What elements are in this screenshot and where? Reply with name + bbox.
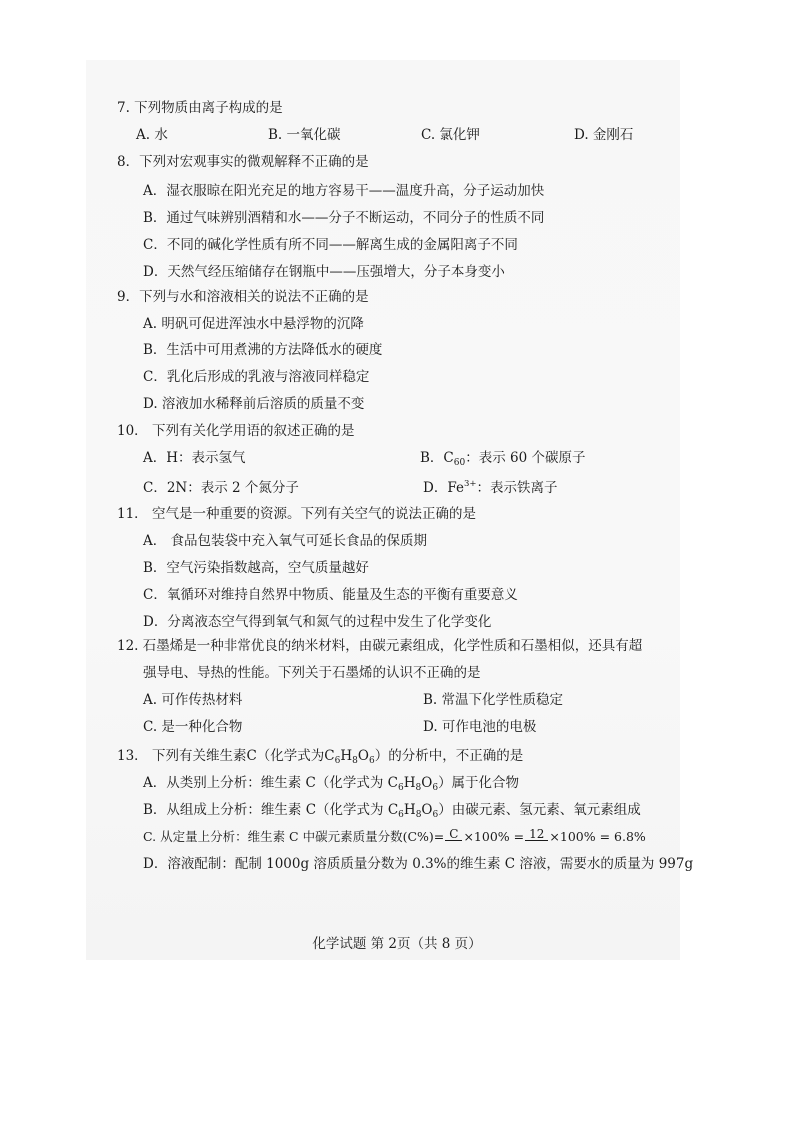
q8-option-b: B．通过气味辨别酒精和水——分子不断运动，不同分子的性质不同	[143, 210, 545, 226]
q9-option-b: B．生活中可用煮沸的方法降低水的硬度	[143, 342, 383, 358]
q10-option-b: B．$C_{60}$：表示 60 个碳原子	[420, 450, 586, 468]
q7-option-c: C. 氯化钾	[421, 127, 480, 143]
question-7-stem: 7. 下列物质由离子构成的是	[117, 100, 283, 116]
q13-option-a: A．从类别上分析：维生素 C（化学式为 $C_6H_8O_6$）属于化合物	[143, 775, 520, 793]
question-12-stem-line1: 12. 石墨烯是一种非常优良的纳米材料，由碳元素组成，化学性质和石墨相似，还具有超	[117, 638, 643, 654]
mass-fraction: 12	[525, 829, 548, 847]
q8-option-a: A．湿衣服晾在阳光充足的地方容易干——温度升高，分子运动加快	[143, 183, 545, 199]
q9-option-d: D. 溶液加水稀释前后溶质的质量不变	[143, 396, 365, 412]
q10-option-a: A．H：表示氢气	[143, 450, 246, 466]
question-13-stem: 13． 下列有关维生素C（化学式为$C_6H_8O_6$）的分析中，不正确的是	[117, 748, 524, 766]
q12-option-d: D. 可作电池的电极	[423, 719, 537, 735]
q11-option-c: C．氧循环对维持自然界中物质、能量及生态的平衡有重要意义	[143, 587, 518, 603]
q7-option-a: A. 水	[136, 127, 168, 143]
q8-option-d: D．天然气经压缩储存在钢瓶中——压强增大，分子本身变小	[143, 264, 505, 280]
q11-option-b: B．空气污染指数越高，空气质量越好	[143, 560, 369, 576]
q11-option-d: D．分离液态空气得到氧气和氮气的过程中发生了化学变化	[143, 614, 492, 630]
question-8-stem: 8．下列对宏观事实的微观解释不正确的是	[117, 154, 369, 170]
q12-option-c: C. 是一种化合物	[143, 719, 243, 735]
q7-option-b: B. 一氧化碳	[268, 127, 341, 143]
question-12-stem-line2: 强导电、导热的性能。下列关于石墨烯的认识不正确的是	[143, 665, 481, 681]
q12-option-a: A. 可作传热材料	[143, 692, 243, 708]
carbon-fraction: C	[445, 829, 462, 847]
q11-option-a: A． 食品包装袋中充入氧气可延长食品的保质期	[143, 533, 428, 549]
question-9-stem: 9．下列与水和溶液相关的说法不正确的是	[117, 289, 369, 305]
question-11-stem: 11． 空气是一种重要的资源。下列有关空气的说法正确的是	[117, 506, 476, 522]
q7-option-d: D. 金刚石	[574, 127, 634, 143]
question-10-stem: 10． 下列有关化学用语的叙述正确的是	[117, 423, 355, 439]
q10-option-d: D．$Fe^{3+}$：表示铁离子	[423, 479, 558, 496]
page-footer: 化学试题 第 2页（共 8 页）	[312, 936, 482, 952]
q13-option-c: C. 从定量上分析：维生素 C 中碳元素质量分数(C%)= C ×100% = 12 ×100% = 6.8%	[143, 828, 646, 847]
q8-option-c: C．不同的碱化学性质有所不同——解离生成的金属阳离子不同	[143, 237, 518, 253]
q13-option-d: D．溶液配制：配制 1000g 溶质质量分数为 0.3%的维生素 C 溶液，需要水的质量为 997g	[143, 856, 694, 872]
q12-option-b: B. 常温下化学性质稳定	[423, 692, 564, 708]
q13-option-b: B．从组成上分析：维生素 C（化学式为 $C_6H_8O_6$）由碳元素、氢元素、氧元素组成	[143, 802, 641, 820]
q10-option-c: C．2N：表示 2 个氮分子	[143, 480, 299, 496]
q9-option-c: C．乳化后形成的乳液与溶液同样稳定	[143, 369, 370, 385]
q9-option-a: A. 明矾可促进浑浊水中悬浮物的沉降	[143, 316, 364, 332]
